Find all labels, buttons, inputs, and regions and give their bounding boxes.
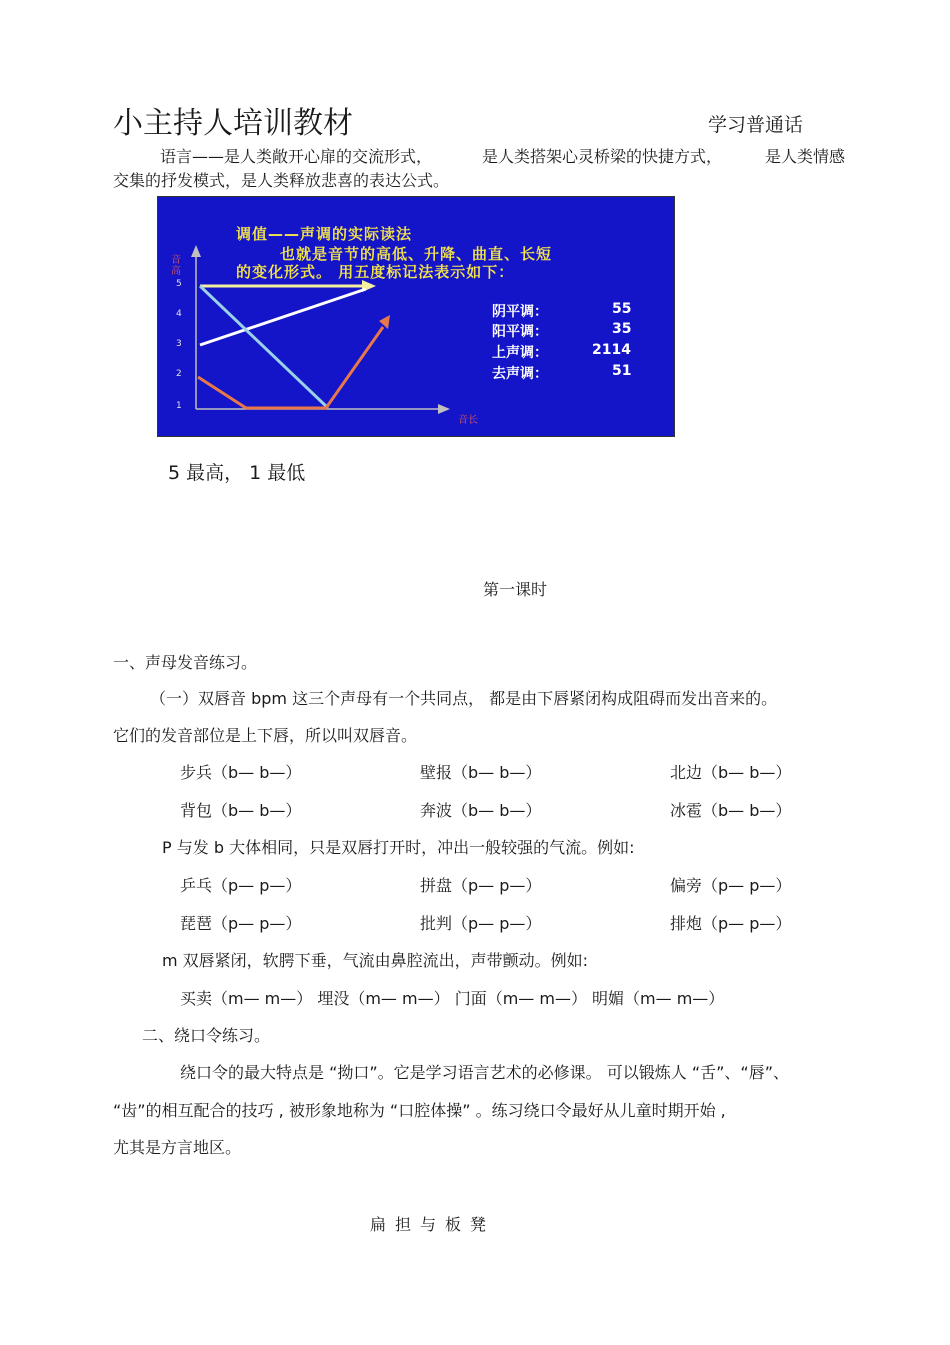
word-b-2-2: 奔波（b— b—）	[420, 801, 542, 820]
word-b-1-1: 步兵（b— b—）	[180, 763, 302, 782]
word-b-2-3: 冰雹（b— b—）	[670, 801, 792, 820]
tone-arrow-shang-sheng	[379, 315, 390, 329]
page-subtitle: 学习普通话	[708, 114, 804, 136]
tone-line-yang-ping	[200, 289, 366, 345]
tone-value: 51	[612, 363, 632, 379]
y-axis-label: 音高	[171, 255, 181, 277]
section2-line1: 绕口令的最大特点是 “拗口”。它是学习语言艺术的必修课。 可以锻炼人 “舌”、“唇”、	[180, 1063, 789, 1082]
section2-line3: 尤其是方言地区。	[113, 1138, 242, 1157]
word-b-1-2: 壁报（b— b—）	[420, 763, 542, 782]
section2-heading: 二、绕口令练习。	[142, 1026, 271, 1045]
section2-line2: “齿”的相互配合的技巧 , 被形象地称为 “口腔体操” 。练习绕口令最好从儿童时期开始 ,	[113, 1101, 726, 1120]
tone-value: 55	[612, 301, 632, 317]
tone-row-shang-sheng	[492, 342, 631, 362]
word-b-2-1: 背包（b— b—）	[180, 801, 302, 820]
tongue-twister-title: 扁担与板凳	[370, 1215, 496, 1234]
tone-row-yin-ping	[492, 301, 632, 321]
y-tick-2: 2	[176, 369, 182, 379]
tone-chart-figure	[157, 196, 675, 437]
word-p-2-2: 批判（p— p—）	[420, 914, 542, 933]
y-axis-arrow	[191, 245, 201, 257]
tone-name: 阴平调：	[492, 304, 548, 320]
section1-heading: 一、声母发音练习。	[113, 653, 258, 672]
page-title: 小主持人培训教材	[113, 106, 353, 141]
y-tick-4: 4	[176, 309, 182, 319]
x-axis-label: 音长	[458, 415, 478, 426]
tone-name: 上声调：	[492, 345, 548, 361]
x-axis-arrow	[438, 404, 450, 414]
lesson-title: 第一课时	[482, 580, 547, 599]
figure-heading-1: 调值——声调的实际读法	[236, 225, 413, 243]
intro-line1-a: 语言——是人类敞开心扉的交流形式，	[160, 147, 433, 166]
y-tick-3: 3	[176, 339, 182, 349]
intro-line1-c: 是人类情感	[765, 147, 846, 166]
intro-line2: 交集的抒发模式，是人类释放悲喜的表达公式。	[113, 171, 450, 190]
figure-heading-3: 的变化形式。 用五度标记法表示如下：	[236, 263, 515, 281]
word-p-1-2: 拼盘（p— p—）	[420, 876, 542, 895]
word-p-2-1: 琵琶（p— p—）	[180, 914, 302, 933]
tone-line-shang-sheng	[198, 327, 383, 408]
tone-row-qu-sheng	[492, 363, 632, 383]
section1-para-b: 它们的发音部位是上下唇，所以叫双唇音。	[113, 726, 418, 745]
word-p-2-3: 排炮（p— p—）	[670, 914, 792, 933]
figure-caption: 5 最高， 1 最低	[168, 462, 306, 484]
p-intro: P 与发 b 大体相同，只是双唇打开时，冲出一般较强的气流。例如:	[162, 838, 635, 857]
word-p-1-3: 偏旁（p— p—）	[670, 876, 792, 895]
m-intro: m 双唇紧闭，软腭下垂，气流由鼻腔流出，声带颤动。例如:	[162, 951, 589, 970]
tone-name: 去声调：	[492, 366, 548, 382]
word-b-1-3: 北边（b— b—）	[670, 763, 792, 782]
tone-name: 阳平调：	[492, 324, 548, 340]
m-row: 买卖（m— m—） 埋没（m— m—） 门面（m— m—） 明媚（m— m—）	[180, 989, 725, 1008]
tone-value: 35	[612, 321, 632, 337]
tone-row-yang-ping	[492, 321, 632, 341]
y-tick-5: 5	[176, 279, 182, 289]
word-p-1-1: 乒乓（p— p—）	[180, 876, 302, 895]
intro-line1-b: 是人类搭架心灵桥梁的快捷方式，	[482, 147, 723, 166]
section1-para-a: （一）双唇音 bpm 这三个声母有一个共同点， 都是由下唇紧闭构成阻碍而发出音来的。	[150, 689, 778, 708]
figure-heading-2: 也就是音节的高低、升降、曲直、长短	[280, 245, 553, 263]
tone-value: 2114	[592, 342, 631, 358]
y-tick-1: 1	[176, 401, 182, 411]
